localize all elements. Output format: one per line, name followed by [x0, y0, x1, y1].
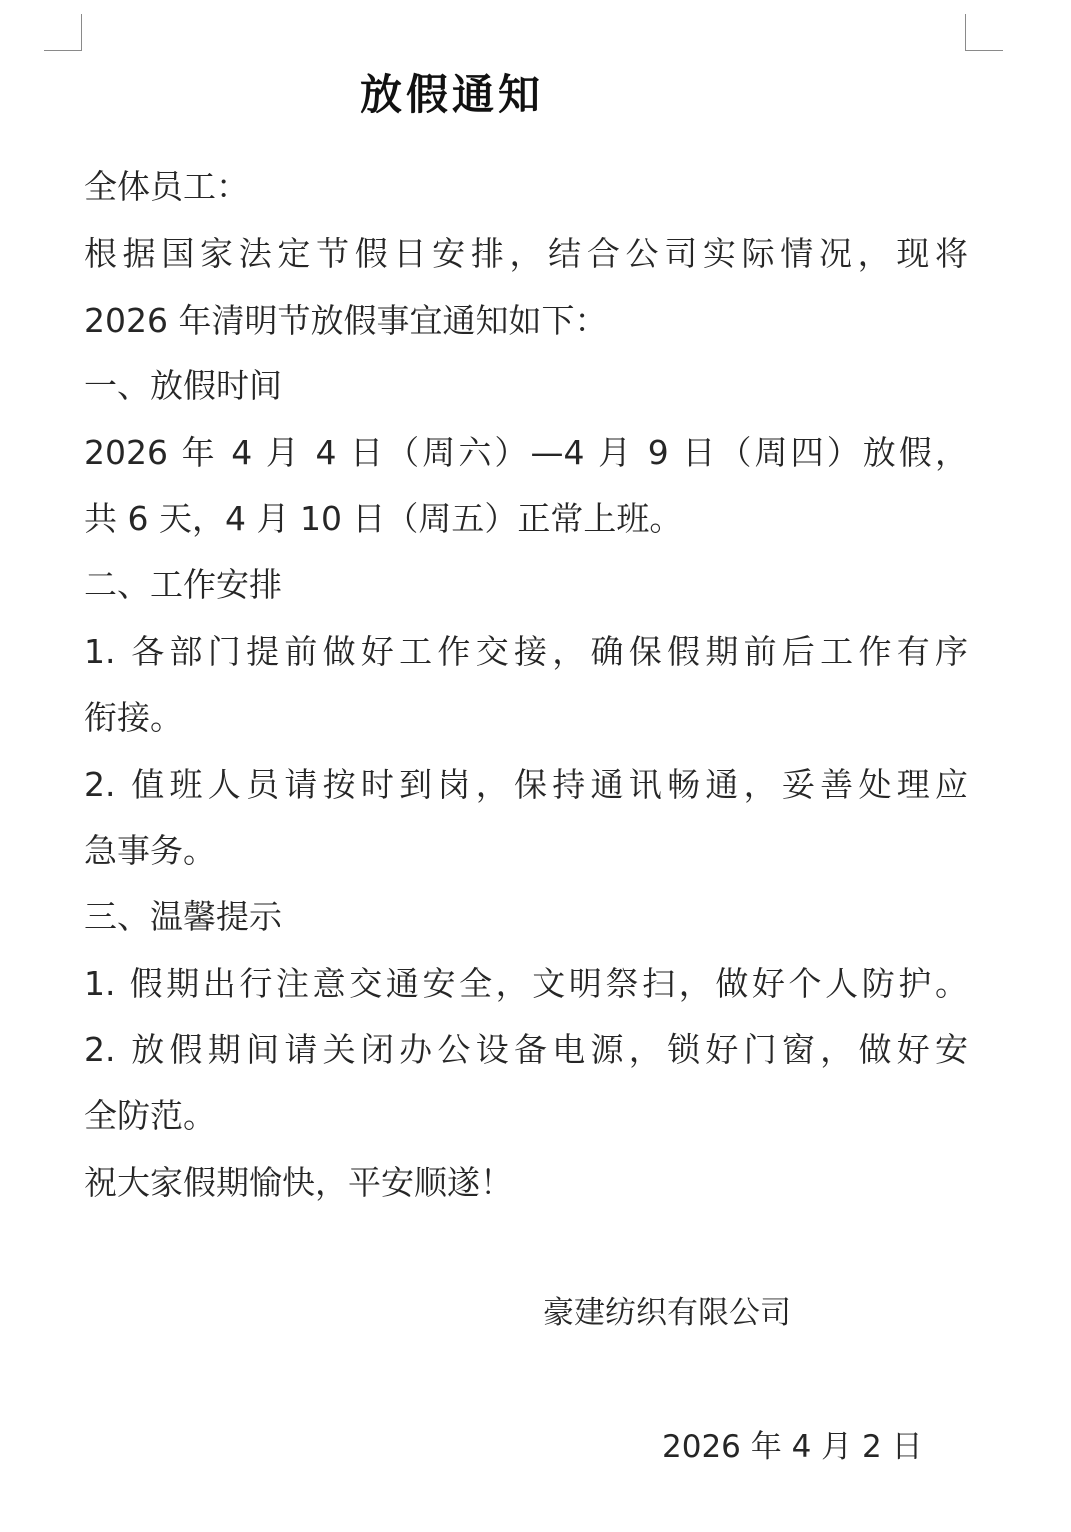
section-heading-work-arrangement: 二、工作安排: [84, 565, 282, 604]
reminder-item-1-line-1: 1. 假期出行注意交通安全，文明祭扫，做好个人防护。: [84, 964, 968, 1003]
company-signature: 豪建纺织有限公司: [543, 1295, 791, 1331]
document-title: 放假通知: [360, 70, 545, 119]
crop-mark-top-right-h: [965, 50, 1003, 51]
holiday-time-line-2: 共 6 天，4 月 10 日（周五）正常上班。: [84, 499, 683, 538]
salutation: 全体员工：: [84, 167, 249, 206]
section-heading-holiday-time: 一、放假时间: [84, 366, 282, 405]
notice-date: 2026 年 4 月 2 日: [662, 1429, 923, 1465]
reminder-item-2-line-2: 全防范。: [84, 1096, 216, 1135]
work-item-2-line-1: 2. 值班人员请按时到岗，保持通讯畅通，妥善处理应: [84, 765, 968, 804]
crop-mark-top-left-v: [81, 14, 82, 51]
closing-line: 祝大家假期愉快，平安顺遂！: [84, 1163, 513, 1202]
reminder-item-2-line-1: 2. 放假期间请关闭办公设备电源，锁好门窗，做好安: [84, 1030, 968, 1069]
work-item-1-line-2: 衔接。: [84, 698, 183, 737]
work-item-1-line-1: 1. 各部门提前做好工作交接，确保假期前后工作有序: [84, 632, 968, 671]
holiday-time-line-1: 2026 年 4 月 4 日（周六）—4 月 9 日（周四）放假，: [84, 433, 968, 472]
work-item-2-line-2: 急事务。: [84, 831, 216, 870]
crop-mark-top-left-h: [44, 50, 82, 51]
intro-line-1: 根据国家法定节假日安排，结合公司实际情况，现将: [84, 234, 968, 273]
intro-line-2: 2026 年清明节放假事宜通知如下：: [84, 301, 608, 340]
crop-mark-top-right-v: [965, 14, 966, 51]
section-heading-reminders: 三、温馨提示: [84, 897, 282, 936]
